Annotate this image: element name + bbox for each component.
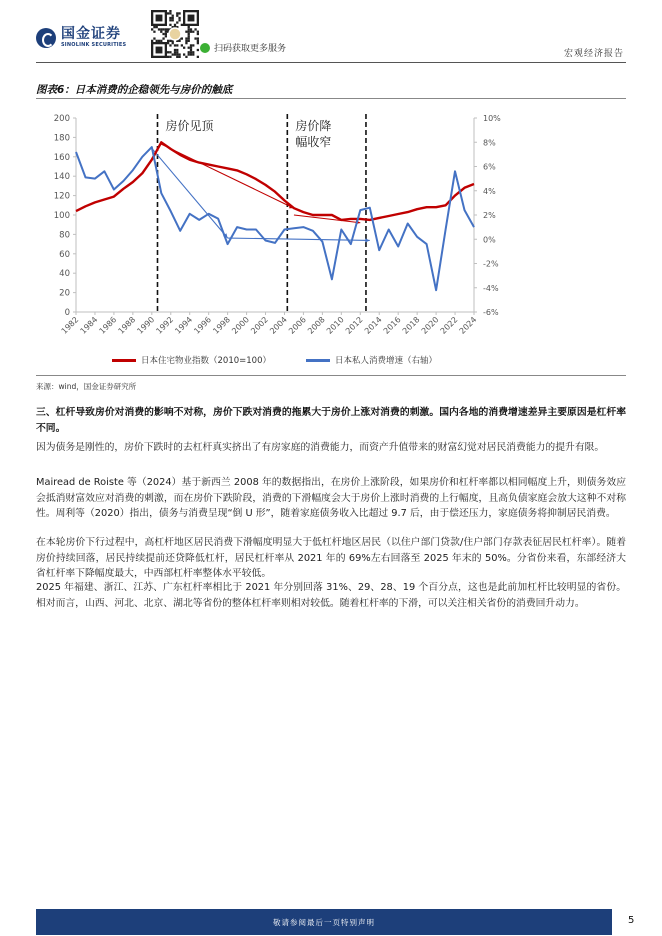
x-tick-label: 2006 (287, 315, 308, 336)
legend-item-housing (112, 354, 271, 366)
x-tick-label: 1988 (116, 315, 138, 336)
series-line-housing-index (76, 142, 474, 220)
trend-line (161, 144, 294, 208)
chart-legend (36, 354, 626, 368)
x-tick-label: 1996 (192, 315, 214, 336)
x-tick-label: 2016 (381, 315, 403, 336)
y-right-tick-label: 2% (483, 211, 496, 220)
figure-title: 图表6：日本消费的企稳领先与房价的触底 (36, 84, 233, 96)
y-left-tick-label: 80 (59, 230, 70, 241)
legend-label-consumption: 日本私人消费增速（右轴） (335, 356, 438, 366)
figure-bottom-divider (36, 375, 626, 376)
section-heading: 三、杠杆导致房价对消费的影响不对称，房价下跌对消费的拖累大于房价上涨对消费的刺激。国内各地的消费增速差异主要原因是杠杆率不同。 (36, 407, 626, 434)
footer-bar (36, 909, 612, 935)
y-left-tick-label: 140 (53, 172, 70, 183)
company-logo (36, 27, 126, 48)
y-right-tick-label: -6% (483, 308, 499, 317)
y-left-tick-label: 20 (59, 288, 70, 299)
header-divider (36, 62, 626, 63)
y-right-tick-label: 6% (483, 162, 496, 172)
y-right-tick-label: 4% (483, 186, 496, 196)
figure-source: 来源：wind，国金证券研究所 (36, 382, 137, 391)
figure-top-divider (36, 98, 626, 99)
chart-annotation: 幅收窄 (295, 135, 332, 149)
y-left-tick-label: 160 (53, 152, 70, 163)
body-paragraph: 在本轮房价下行过程中，高杠杆地区居民消费下滑幅度明显大于低杠杆地区居民（以住户部门贷款/住户部门存款表征居民杠杆率）。随着房价持续回落，居民持续提前还贷降低杠杆，居民杠杆率从 2021 年的 69%左右回落至 2025 年末的 50%。分省份来看，东部经济大省杠杆率下降幅度最大，中西部杠杆率整体水平较低。 (36, 537, 626, 579)
trend-arrowhead (365, 238, 370, 242)
footer-disclaimer[interactable]: 敬请参阅最后一页特别声明 (273, 918, 375, 927)
brand-name-en: SINOLINK SECURITIES (61, 42, 127, 48)
x-tick-label: 2012 (343, 315, 365, 336)
chart-annotation: 房价降 (295, 119, 332, 133)
x-tick-label: 1990 (135, 315, 157, 336)
y-left-tick-label: 200 (53, 114, 70, 124)
x-tick-label: 2002 (249, 315, 270, 336)
scan-prompt (200, 41, 286, 54)
x-tick-label: 1992 (154, 315, 176, 336)
x-tick-label: 2022 (438, 315, 460, 336)
x-tick-label: 2008 (306, 315, 327, 336)
x-tick-label: 1994 (173, 315, 195, 336)
line-chart (36, 102, 626, 350)
y-right-tick-label: 10% (483, 114, 501, 123)
y-right-tick-label: 0% (483, 235, 496, 245)
wechat-icon (200, 43, 210, 53)
body-paragraph: Mairead de Roiste 等（2024）基于新西兰 2008 年的数据指出，在房价上涨阶段，如果房价和杠杆率都以相同幅度上升，则债务效应会抵消财富效应对消费的刺激，而在房价下跌阶段，消费的下滑幅度会大于房价上涨时消费的上行幅度，且高负债家庭会放大这种不对称性。周利等（2020）指出，债务与消费呈现“倒 U 形”，随着家庭债务收入比超过 9.7 后，由于偿还压力，家庭债务将抑制居民消费。 (36, 477, 626, 519)
body-paragraph: 2025 年福建、浙江、江苏、广东杠杆率相比于 2021 年分别回落 31%、29、28、19 个百分点，这也是此前加杠杆比较明显的省份。相对而言，山西、河北、北京、湖北等省份的整体杠杆率则相对较低。随着杠杆率的下滑，可以关注相关省份的消费回升动力。 (36, 582, 626, 609)
y-left-tick-label: 0 (64, 308, 70, 318)
logo-mark-icon (36, 28, 56, 48)
x-tick-label: 1986 (97, 315, 119, 336)
body-paragraph: 因为债务是刚性的，房价下跌时的去杠杆真实挤出了有房家庭的消费能力，而资产升值带来的财富幻觉对居民消费能力的提升有限。 (36, 442, 605, 453)
x-tick-label: 1982 (59, 315, 81, 336)
qr-code-icon[interactable] (151, 10, 199, 58)
legend-swatch-consumption (306, 359, 330, 362)
x-tick-label: 2010 (324, 315, 346, 336)
legend-swatch-housing (112, 359, 136, 362)
legend-label-housing: 日本住宅物业指数（2010=100） (141, 356, 271, 366)
y-left-tick-label: 40 (59, 269, 70, 280)
brand-name-cn: 国金证券 (61, 26, 121, 42)
page-header (0, 0, 662, 64)
y-right-tick-label: -2% (483, 259, 499, 269)
x-tick-label: 1998 (211, 315, 233, 336)
page-number: 5 (628, 915, 635, 926)
x-tick-label: 2000 (230, 315, 251, 336)
y-right-tick-label: -4% (483, 283, 499, 293)
y-right-tick-label: 8% (483, 138, 496, 148)
x-tick-label: 1984 (78, 315, 100, 336)
x-tick-label: 2020 (419, 315, 441, 336)
scan-prompt-text: 扫码获取更多服务 (214, 44, 287, 54)
y-left-tick-label: 120 (53, 191, 70, 202)
report-type: 宏观经济报告 (563, 49, 624, 59)
x-tick-label: 2014 (362, 315, 384, 336)
y-left-tick-label: 180 (53, 133, 70, 144)
legend-item-consumption (306, 354, 437, 366)
x-tick-label: 2018 (400, 315, 422, 336)
y-left-tick-label: 100 (53, 211, 70, 221)
trend-line (152, 148, 228, 238)
y-left-tick-label: 60 (59, 249, 70, 260)
chart-annotation: 房价见顶 (165, 119, 214, 133)
x-tick-label: 2024 (457, 315, 479, 336)
series-line-consumption-growth (76, 147, 474, 290)
x-tick-label: 2004 (268, 315, 289, 336)
